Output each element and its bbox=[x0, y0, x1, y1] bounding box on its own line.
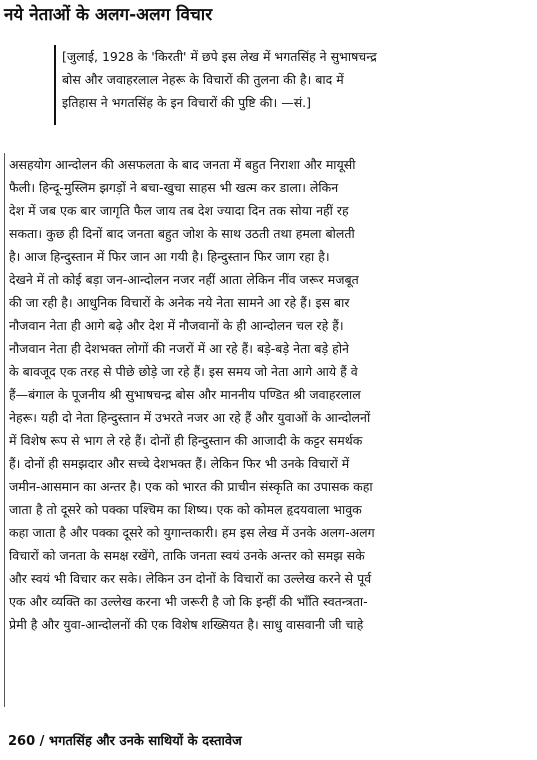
body-line: एक और व्यक्ति का उल्लेख करना भी जरूरी है जो कि इन्हीं की भाँति स्वतन्त्रता- bbox=[9, 594, 368, 609]
body-line: जाता है तो दूसरे को पक्का पश्चिम का शिष्य। एक को कोमल हृदयवाला भावुक bbox=[9, 502, 362, 517]
body-line: के बावजूद एक तरह से पीछे छोड़े जा रहे हैं। इस समय जो नेता आगे आये हैं वे bbox=[9, 364, 358, 379]
body-line: फैली। हिन्दू-मुस्लिम झगड़ों ने बचा-खुचा साहस भी खत्म कर डाला। लेकिन bbox=[9, 180, 339, 195]
body-line: देखने में तो कोई बड़ा जन-आन्दोलन नजर नहीं आता लेकिन नींव जरूर मजबूत bbox=[9, 272, 359, 287]
body-line: हैं—बंगाल के पूजनीय श्री सुभाषचन्द्र बोस और माननीय पण्डित श्री जवाहरलाल bbox=[9, 387, 361, 402]
body-line: सकता। कुछ ही दिनों बाद जनता बहुत जोश के साथ उठती तथा हमला बोलती bbox=[9, 226, 355, 241]
page-heading: नये नेताओं के अलग-अलग विचार bbox=[4, 5, 213, 25]
body-line: देश में जब एक बार जागृति फैल जाय तब देश ज्यादा दिन तक सोया नहीं रह bbox=[9, 203, 349, 218]
body-line: असहयोग आन्दोलन की असफलता के बाद जनता में बहुत निराशा और मायूसी bbox=[9, 157, 356, 172]
body-line: नौजवान नेता ही देशभक्त लोगों की नजरों में आ रहे हैं। बड़े-बड़े नेता बड़े होने bbox=[9, 341, 349, 356]
body-line: हैं। दोनों ही समझदार और सच्चे देशभक्त हैं। लेकिन फिर भी उनके विचारों में bbox=[9, 456, 350, 471]
body-line: विचारों को जनता के समक्ष रखेंगे, ताकि जनता स्वयं उनके अन्तर को समझ सके bbox=[9, 548, 365, 563]
page-footer: 260 / भगतसिंह और उनके साथियों के दस्तावेज bbox=[8, 734, 242, 749]
body-line: प्रेमी है और युवा-आन्दोलनों की एक विशेष शख्सियत है। साधु वासवानी जी चाहे bbox=[9, 617, 364, 632]
editorial-note bbox=[54, 45, 452, 125]
body-line: नौजवान नेता ही आगे बढ़े और देश में नौजवानों के ही आन्दोलन चल रहे हैं। bbox=[9, 318, 344, 333]
editorial-note-line: इतिहास ने भगतसिंह के इन विचारों की पुष्टि की। —सं.] bbox=[62, 95, 312, 110]
body-line: और स्वयं भी विचार कर सके। लेकिन उन दोनों के विचारों का उल्लेख करने से पूर्व bbox=[9, 571, 372, 586]
body-line: है। आज हिन्दुस्तान में फिर जान आ गयी है। हिन्दुस्तान फिर जाग रहा है। bbox=[9, 249, 330, 264]
body-line: की जा रही है। आधुनिक विचारों के अनेक नये नेता सामने आ रहे हैं। इस बार bbox=[9, 295, 350, 310]
body-line: जमीन-आसमान का अन्तर है। एक को भारत की प्राचीन संस्कृति का उपासक कहा bbox=[9, 479, 373, 494]
editorial-note-line: [जुलाई, 1928 के 'किरती' में छपे इस लेख में भगतसिंह ने सुभाषचन्द्र bbox=[62, 49, 377, 64]
body-line: नेहरू। यही दो नेता हिन्दुस्तान में उभरते नजर आ रहे हैं और युवाओं के आन्दोलनों bbox=[9, 410, 371, 425]
editorial-note-line: बोस और जवाहरलाल नेहरू के विचारों की तुलना की है। बाद में bbox=[62, 72, 344, 87]
body-line: कहा जाता है और पक्का दूसरे को युगान्तकारी। हम इस लेख में उनके अलग-अलग bbox=[9, 525, 375, 540]
body-line: में विशेष रूप से भाग ले रहे हैं। दोनों ही हिन्दुस्तान की आजादी के कट्टर समर्थक bbox=[9, 433, 363, 448]
body-text bbox=[4, 153, 532, 707]
